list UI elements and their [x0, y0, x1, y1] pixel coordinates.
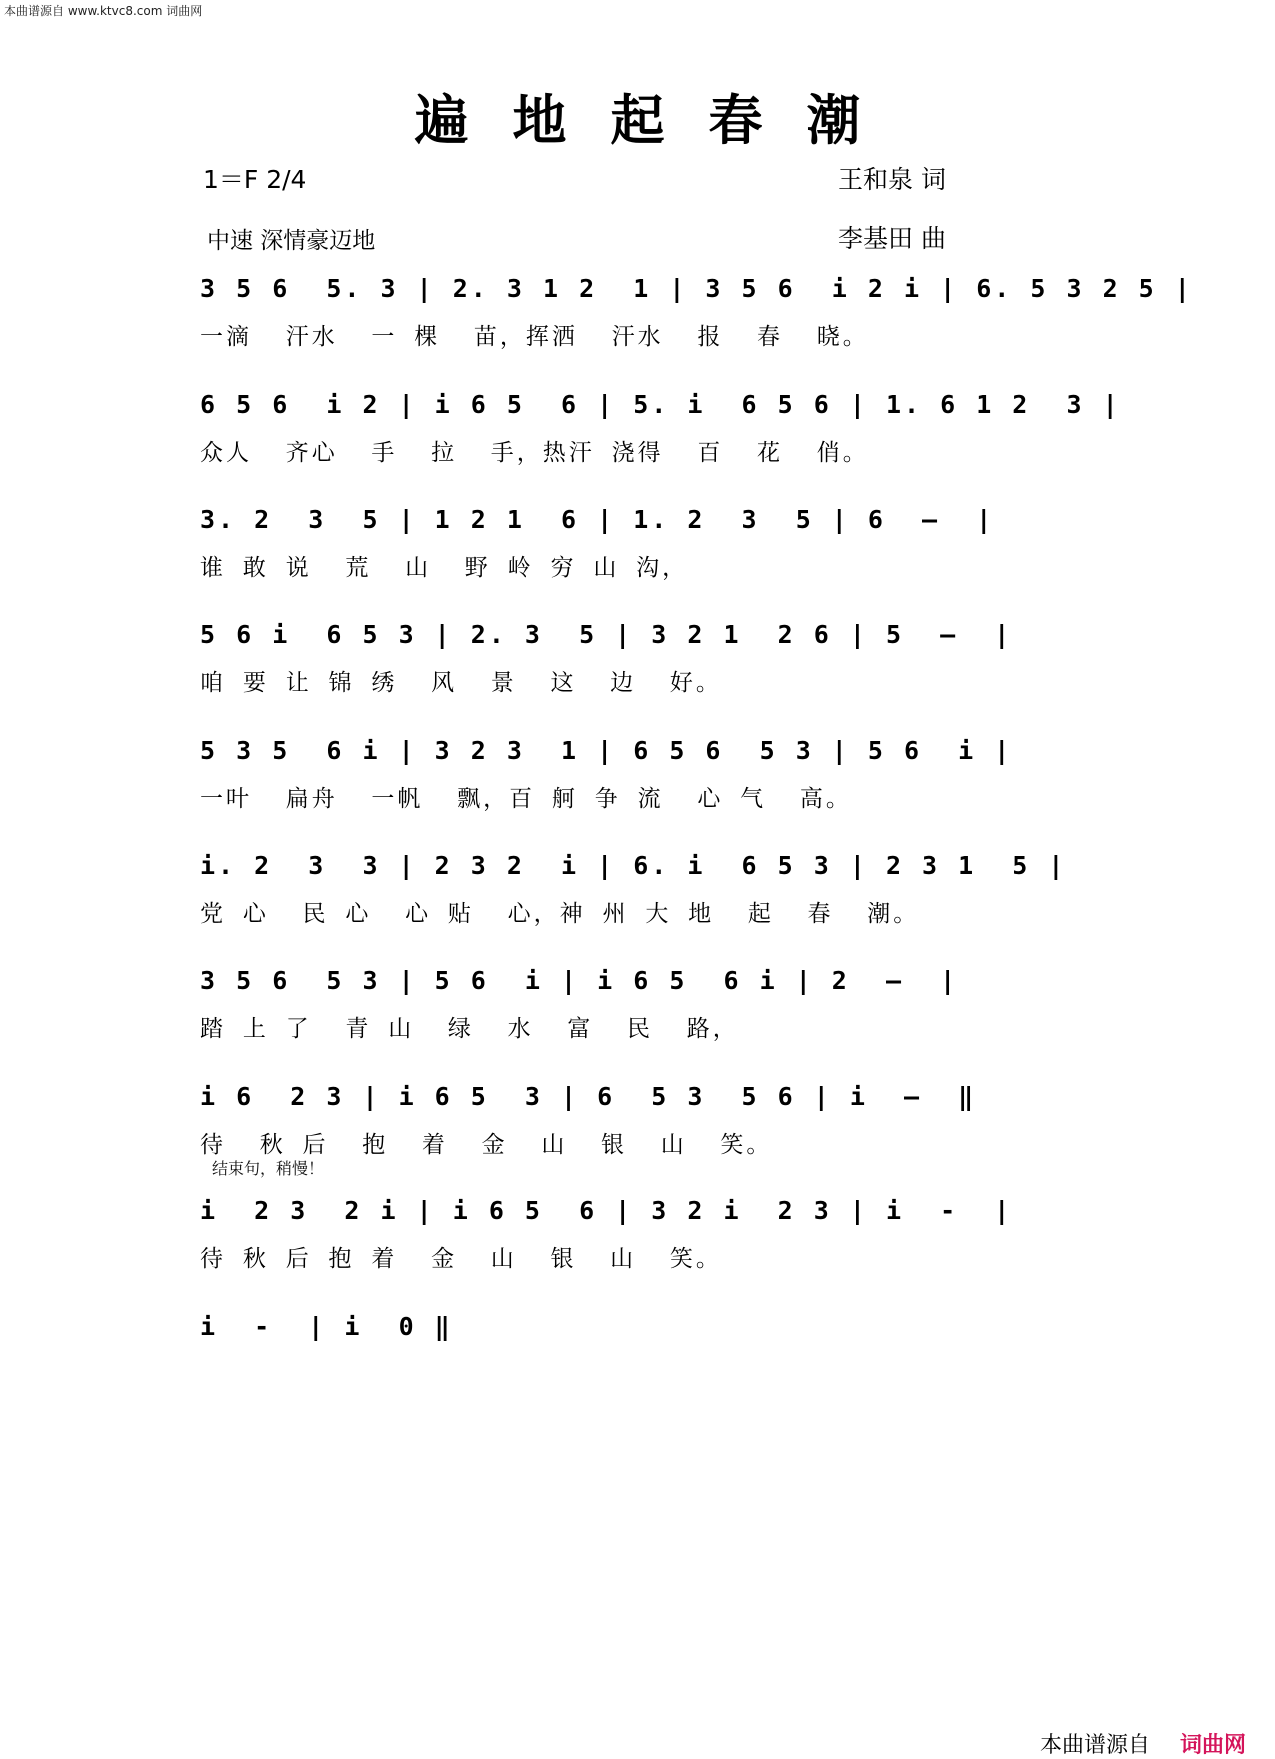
lyric-line: 谁 敢 说 荒 山 野 岭 穷 山 沟， [200, 555, 689, 581]
notation: 3 5 6 5 3 | 5 6 i | i 6 5 6 i | 2 — | [200, 966, 959, 995]
composer-credit: 李基田 曲 [838, 224, 946, 253]
key-signature: 1＝F 2/4 [203, 165, 307, 194]
lyric-line: 一叶 扁舟 一帆 飘，百 舸 争 流 心 气 高。 [200, 786, 852, 812]
notation: i 6 2 3 | i 6 5 3 | 6 5 3 5 6 | i — ‖ [200, 1082, 977, 1111]
notation: i 2 3 2 i | i 6 5 6 | 3 2 i 2 3 | i - | [200, 1196, 1013, 1225]
notation: i - | i 0 ‖ [200, 1312, 453, 1341]
lyric-line: 众人 齐心 手 拉 手，热汗 浇得 百 花 俏。 [200, 440, 869, 466]
lyric-line: 待 秋 后 抱 着 金 山 银 山 笑。 [200, 1132, 773, 1158]
ending-note: 结束句，稍慢！ [212, 1159, 325, 1178]
song-title: 遍地起春潮 [414, 88, 905, 152]
header-watermark: 本曲谱源自 www.ktvc8.com 词曲网 [4, 4, 203, 18]
lyric-line: 党 心 民 心 心 贴 心，神 州 大 地 起 春 潮。 [200, 901, 920, 927]
lyric-line: 咱 要 让 锦 绣 风 景 这 边 好。 [200, 670, 722, 696]
notation: 3 5 6 5. 3 | 2. 3 1 2 1 | 3 5 6 i 2 i | 6. 5 3 2 5 | [200, 274, 1193, 303]
lyricist-credit: 王和泉 词 [838, 165, 946, 194]
notation: 5 6 i 6 5 3 | 2. 3 5 | 3 2 1 2 6 | 5 — | [200, 620, 1013, 649]
lyric-line: 一滴 汗水 一 棵 苗，挥洒 汗水 报 春 晓。 [200, 324, 869, 350]
lyric-line: 待 秋 后 抱 着 金 山 银 山 笑。 [200, 1246, 722, 1272]
notation: 6 5 6 i 2 | i 6 5 6 | 5. i 6 5 6 | 1. 6 1 2 3 | [200, 390, 1121, 419]
lyric-line: 踏 上 了 青 山 绿 水 富 民 路， [200, 1016, 739, 1042]
notation: 5 3 5 6 i | 3 2 3 1 | 6 5 6 5 3 | 5 6 i | [200, 736, 1013, 765]
tempo-marking: 中速 深情豪迈地 [207, 228, 376, 254]
notation: 3. 2 3 5 | 1 2 1 6 | 1. 2 3 5 | 6 — | [200, 505, 995, 534]
footer-site-link[interactable]: 词曲网 [1180, 1733, 1247, 1758]
footer-source: 本曲谱源自 [1040, 1733, 1151, 1758]
notation: i. 2 3 3 | 2 3 2 i | 6. i 6 5 3 | 2 3 1 5 | [200, 851, 1067, 880]
